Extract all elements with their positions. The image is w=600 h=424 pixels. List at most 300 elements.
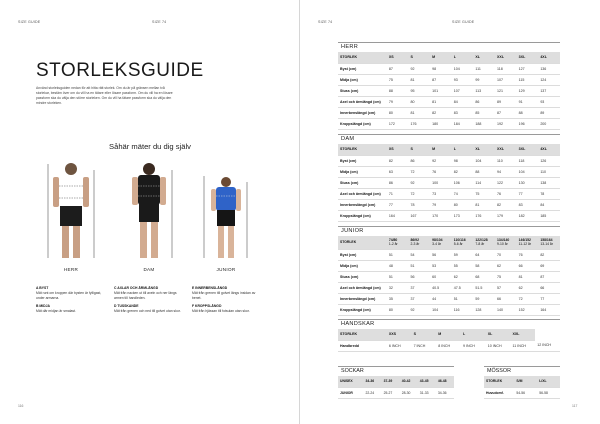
value-cell: 34-36 [436,387,454,398]
value-cell: 80 [452,199,474,210]
header-label-cell: STORLEK [338,52,387,63]
value-cell: 116 [452,304,474,315]
row-label-cell: Axel och ärmlängd (cm) [338,282,387,293]
value-cell: 182 [517,210,539,221]
figure-head [143,163,155,175]
table-junior [338,226,560,316]
figure-head [65,163,77,175]
measure-column [114,286,184,317]
table-row [338,155,560,166]
row-label-cell: Byst (cm) [338,249,387,260]
value-cell: 78 [408,199,430,210]
value-cell: 51 [387,271,409,282]
value-cell: 84 [538,199,560,210]
value-cell: 192 [495,118,517,129]
table-row [338,107,560,118]
value-cell: 128 [473,304,495,315]
value-cell: 63 [387,166,409,177]
header-size-cell: 146/152 11-12 år [517,236,539,249]
value-cell: 54 [408,249,430,260]
value-cell: 47.5 [452,282,474,293]
value-cell: 32 [387,282,409,293]
value-cell: 172 [387,118,409,129]
header-label-cell: STORLEK [484,376,514,387]
table-row [338,177,560,188]
value-cell: 11 INCH [511,340,536,351]
value-cell: 127 [517,63,539,74]
figure-leg [228,226,234,258]
value-cell: 76 [430,166,452,177]
table-row [338,63,560,74]
table-row [338,249,560,260]
value-cell: 88 [517,107,539,118]
figure-arm [160,177,166,205]
value-cell: 179 [495,210,517,221]
row-label-cell: Midja (cm) [338,166,387,177]
value-cell: 87 [430,74,452,85]
table-header-row [338,236,560,249]
value-cell: 80 [408,96,430,107]
value-cell: 64 [473,249,495,260]
header-size-cell: XL [473,144,495,155]
table-header-row [338,329,560,340]
row-label-cell: Stuss (cm) [338,85,387,96]
value-cell: 51 [452,293,474,304]
value-cell: 28-30 [400,387,418,398]
header-size-cell: L/XL [537,376,560,387]
header-size-cell: 86/92 2-3 år [408,236,430,249]
table-row [338,282,560,293]
value-cell: 98 [452,155,474,166]
value-cell: 104 [452,63,474,74]
header-left: SIZE GUIDE [18,20,41,24]
header-size-cell: 134/140 9-10 år [495,236,517,249]
value-cell: 71 [387,188,409,199]
figure-arm [132,177,138,205]
value-cell: 87 [387,63,409,74]
value-cell: 140 [495,304,517,315]
measure-text: Mät från grenen till golvet längs insidan av benet. [192,291,256,300]
row-label-cell: Innerbenslängd (cm) [338,199,387,210]
header-size-cell: S [412,329,437,340]
header-size-cell: 34-36 [364,376,382,387]
value-cell: 76 [495,188,517,199]
value-cell: 170 [430,210,452,221]
value-cell: 9 INCH [461,340,486,351]
value-cell: 104 [517,166,539,177]
table-title: DAM [338,134,560,144]
measure-heading: D TUSSKANDE [114,304,139,308]
table-row [338,260,560,271]
value-cell: 100 [430,177,452,188]
measure-text: Mät där midjan är smalast. [36,309,76,313]
value-cell: 124 [538,74,560,85]
value-cell: 31-33 [418,387,436,398]
value-cell: 62 [452,271,474,282]
value-cell: 107 [495,74,517,85]
value-cell: 72 [408,188,430,199]
value-cell: 104 [473,155,495,166]
header-size-cell: L [452,52,474,63]
value-cell: 72 [517,293,539,304]
header-size-cell: 46-48 [436,376,454,387]
value-cell: 75 [387,74,409,85]
header-size-cell: M [430,52,452,63]
header-size-cell: 110/116 5-6 år [452,236,474,249]
value-cell: 77 [517,188,539,199]
value-cell: 184 [452,118,474,129]
header-size-cell: XXL [511,329,536,340]
header-size-cell: L [452,144,474,155]
value-cell: 130 [517,177,539,188]
header-size-cell: 4XL [538,144,560,155]
header-right: SIZE GUIDE [452,20,475,24]
value-cell: 196 [517,118,539,129]
section-subtitle: Såhär mäter du dig själv [109,142,191,151]
table-row [484,387,560,398]
value-cell: 37 [408,282,430,293]
figure-leg [62,226,69,258]
value-cell: 80 [387,107,409,118]
value-cell: 10 INCH [486,340,511,351]
value-cell: 113 [473,85,495,96]
header-page-number: SIZE 74 [318,20,333,24]
figure-arm [53,177,59,207]
figure-arm [83,177,89,207]
header-size-cell: XL [486,329,511,340]
value-cell: 79 [387,96,409,107]
value-cell: 56 [430,249,452,260]
table-sockar [338,366,454,399]
table-mossor [484,366,560,399]
value-cell: 60 [430,271,452,282]
figure-leg [140,222,147,258]
value-cell: 82 [430,107,452,118]
figure-arm [211,189,216,211]
value-cell: 121 [495,85,517,96]
figure-label-dam: DAM [143,267,155,272]
value-cell: 91 [517,96,539,107]
value-cell: 122 [495,177,517,188]
row-label-cell: Kroppslängd (cm) [338,210,387,221]
value-cell: 79 [430,199,452,210]
value-cell: 95 [408,85,430,96]
figure-junior [200,160,252,262]
value-cell: 176 [408,118,430,129]
value-cell: 35 [387,293,409,304]
figure-label-herr: HERR [63,267,79,272]
row-label-cell: Innerbenslängd (cm) [338,293,387,304]
table-row [338,118,560,129]
measure-column [36,286,106,317]
value-cell: 176 [473,210,495,221]
header-size-cell: 43-45 [418,376,436,387]
value-cell: 137 [538,85,560,96]
value-cell: 6 INCH [387,340,412,351]
value-cell: 51 [387,249,409,260]
value-cell: 89 [495,96,517,107]
page-title: STORLEKSGUIDE [36,60,204,81]
figure-label-junior: JUNIOR [216,267,236,272]
value-cell: 80 [387,304,409,315]
value-cell: 81 [408,107,430,118]
value-cell: 82 [538,249,560,260]
value-cell: 173 [452,210,474,221]
value-cell: 82 [452,166,474,177]
value-cell: 93 [538,96,560,107]
measure-text: Mät från grenen och ned till golvet utan skor. [114,309,181,313]
value-cell: 107 [452,85,474,96]
table-row [338,188,560,199]
row-label-cell: Byst (cm) [338,155,387,166]
value-cell: 81 [430,96,452,107]
header-size-cell: 4XL [538,52,560,63]
measure-heading: C AXLAR OCH ÄRMLÄNGD [114,286,159,290]
header-size-cell: XXL [495,52,517,63]
figure-arm [236,189,241,211]
value-cell: 110 [538,166,560,177]
value-cell: 81 [408,74,430,85]
measure-heading: E INNERBENSLÄNGD [192,286,228,290]
measure-column [192,286,262,317]
table-title: HERR [338,42,560,52]
measure-heading: F KROPPSLÄNGD [192,304,222,308]
value-cell: 94 [495,166,517,177]
value-cell: 114 [473,177,495,188]
table-herr [338,42,560,130]
measure-text: Mät runt om kroppen där bysten är fylligast, under armarna. [36,291,102,300]
header-size-cell: 3XL [517,144,539,155]
row-label-cell: Axel och ärmlängd (cm) [338,96,387,107]
row-label-cell: Stuss (cm) [338,271,387,282]
header-size-cell: S [408,52,430,63]
figure-dam [123,160,175,262]
figure-leg [218,226,224,258]
row-label-cell: Byst (cm) [338,63,387,74]
row-label-cell: Kroppslängd (cm) [338,118,387,129]
header-size-cell: 122/128 7-8 år [473,236,495,249]
value-cell: 82 [387,155,409,166]
table-title: HANDSKAR [338,319,560,329]
value-cell: 118 [495,63,517,74]
row-label-cell: Stuss (cm) [338,177,387,188]
value-cell: 48 [387,260,409,271]
value-cell: 77 [538,293,560,304]
row-label-cell: JUNIOR [338,387,364,398]
value-cell: 88 [473,166,495,177]
value-cell: 59 [473,293,495,304]
header-page-number: SIZE 74 [152,20,167,24]
value-cell: 180 [430,118,452,129]
figure-head [221,177,231,187]
value-cell: 51 [408,260,430,271]
value-cell: 85 [473,107,495,118]
table-row [338,340,560,351]
value-cell: 129 [517,85,539,96]
value-cell: 75 [473,188,495,199]
value-cell: 185 [538,210,560,221]
value-cell: 164 [538,304,560,315]
value-cell: 56 [408,271,430,282]
header-size-cell: 158/164 13-14 år [538,236,560,249]
row-label-cell: Handbredd [338,340,387,351]
figure-herr [45,160,97,262]
figure-shirt [216,187,236,211]
value-cell: 110 [495,155,517,166]
measure-text: Mät från nacken ut till axeln och ner längs armen till handleden. [114,291,177,300]
value-cell: 62 [517,282,539,293]
value-cell: 66 [517,260,539,271]
value-cell: 40.5 [430,282,452,293]
value-cell: 87 [495,107,517,118]
value-cell: 89 [538,107,560,118]
value-cell: 55 [452,260,474,271]
row-label-cell: Axel och ärmlängd (cm) [338,188,387,199]
measure-heading: B MIDJA [36,304,50,308]
value-cell: 54-56 [514,387,537,398]
page-number: 116 [18,404,24,408]
header-size-cell: XXL [495,144,517,155]
value-cell: 44 [430,293,452,304]
figure-shorts [217,210,235,226]
header-size-cell: XXS [387,329,412,340]
value-cell: 81 [517,271,539,282]
value-cell: 66 [495,293,517,304]
table-row [338,387,454,398]
table-dam [338,134,560,222]
figure-leg [73,226,80,258]
value-cell: 86 [473,96,495,107]
header-label-cell: UNISEX [338,376,364,387]
value-cell: 86 [408,155,430,166]
header-label-cell: STORLEK [338,144,387,155]
value-cell: 81 [473,199,495,210]
figure-shirt [138,175,160,205]
figure-shorts [60,206,82,226]
row-label-cell: Innerbenslängd (cm) [338,107,387,118]
table-row [338,293,560,304]
value-cell: 106 [452,177,474,188]
value-cell: 7 INCH [412,340,437,351]
figure-shorts [139,204,159,222]
header-size-cell: 98/104 3-4 år [430,236,452,249]
row-label-cell: Midja (cm) [338,260,387,271]
value-cell: 93 [452,74,474,85]
measure-heading: A BYST [36,286,49,290]
intro-text: Använd storleksguiden nedan för att hitta rätt storlek. Om du är på gränsen mellan två storlekar, bestäm över om du vill ha en tätare eller lösare passform. Om du vill ha en lösare passform ska du välja den större storleken. Om du vill ha tätare passform ska du välja den mindre storleken. [36,86,173,105]
header-label-cell: STORLEK [338,329,387,340]
value-cell: 62 [495,260,517,271]
header-size-cell: 3XL [517,52,539,63]
value-cell: 12 INCH [535,340,560,351]
value-cell: 69 [538,260,560,271]
value-cell: 76 [517,249,539,260]
value-cell: 57 [495,282,517,293]
table-title: JUNIOR [338,226,560,236]
value-cell: 87 [538,271,560,282]
header-size-cell: 37-39 [382,376,400,387]
value-cell: 92 [430,155,452,166]
value-cell: 98 [430,63,452,74]
table-row [338,271,560,282]
value-cell: 83 [517,199,539,210]
table-row [338,166,560,177]
value-cell: 88 [387,85,409,96]
page-number: 117 [572,404,578,408]
value-cell: 92 [408,177,430,188]
value-cell: 51.5 [473,282,495,293]
table-title: MÖSSOR [484,366,560,376]
value-cell: 86 [387,177,409,188]
table-header-row [338,144,560,155]
value-cell: 126 [538,155,560,166]
value-cell: 72 [408,166,430,177]
value-cell: 53 [430,260,452,271]
value-cell: 70 [495,249,517,260]
figure-leg [151,222,158,258]
table-handskar [338,319,560,352]
table-title: SOCKAR [338,366,454,376]
value-cell: 167 [408,210,430,221]
header-size-cell: 74/80 1-2 år [387,236,409,249]
value-cell: 25-27 [382,387,400,398]
header-size-cell: XS [387,52,409,63]
table-header-row [338,376,454,387]
value-cell: 164 [387,210,409,221]
value-cell: 118 [517,155,539,166]
value-cell: 84 [452,96,474,107]
value-cell: 136 [538,63,560,74]
value-cell: 200 [538,118,560,129]
row-label-cell: Huvudomf. [484,387,514,398]
value-cell: 73 [430,188,452,199]
table-row [338,74,560,85]
value-cell: 78 [538,188,560,199]
value-cell: 68 [473,271,495,282]
value-cell: 59 [452,249,474,260]
header-size-cell: M [430,144,452,155]
header-size-cell: XL [473,52,495,63]
value-cell: 77 [387,199,409,210]
value-cell: 101 [430,85,452,96]
value-cell: 83 [452,107,474,118]
header-size-cell: M [436,329,461,340]
figure-shirt [59,175,83,207]
measure-text: Mät från hjässan till fotsulan utan skor. [192,309,250,313]
table-row [338,96,560,107]
value-cell: 66 [538,282,560,293]
header-size-cell: S [408,144,430,155]
table-header-row [338,52,560,63]
value-cell: 74 [452,188,474,199]
value-cell: 92 [408,304,430,315]
value-cell: 56-58 [537,387,560,398]
header-size-cell: XS [387,144,409,155]
value-cell: 99 [473,74,495,85]
value-cell: 92 [408,63,430,74]
header-label-cell: STORLEK [338,236,387,249]
header-size-cell: S/M [514,376,537,387]
value-cell: 188 [473,118,495,129]
value-cell: 8 INCH [436,340,461,351]
value-cell: 82 [495,199,517,210]
table-header-row [484,376,560,387]
value-cell: 115 [517,74,539,85]
value-cell: 58 [473,260,495,271]
table-row [338,85,560,96]
header-size-cell: L [461,329,486,340]
table-row [338,199,560,210]
